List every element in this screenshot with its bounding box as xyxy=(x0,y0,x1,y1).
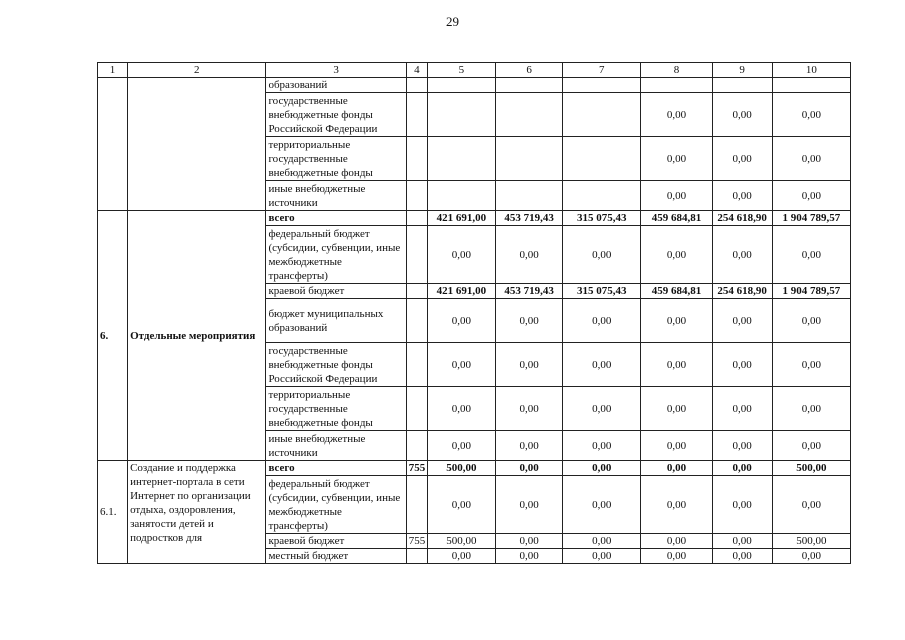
column-header: 8 xyxy=(641,63,712,78)
value-cell: 0,00 xyxy=(641,476,712,534)
value-cell: 0,00 xyxy=(772,549,850,564)
value-cell: 500,00 xyxy=(427,461,495,476)
value-cell: 0,00 xyxy=(712,343,772,387)
value-cell: 0,00 xyxy=(427,226,495,284)
funding-source: бюджет муниципальных образований xyxy=(266,299,406,343)
value-cell xyxy=(427,181,495,211)
value-cell: 0,00 xyxy=(641,181,712,211)
code-cell xyxy=(406,549,427,564)
value-cell: 0,00 xyxy=(712,534,772,549)
funding-source: местный бюджет xyxy=(266,549,406,564)
value-cell xyxy=(712,78,772,93)
funding-source: краевой бюджет xyxy=(266,284,406,299)
value-cell xyxy=(563,137,641,181)
funding-source: федеральный бюджет (субсидии, субвенции, иные межбюджетные трансферты) xyxy=(266,226,406,284)
value-cell: 0,00 xyxy=(712,431,772,461)
value-cell: 0,00 xyxy=(563,226,641,284)
funding-source: государственные внебюджетные фонды Российской Федерации xyxy=(266,93,406,137)
value-cell: 0,00 xyxy=(496,461,563,476)
header-row xyxy=(98,63,851,78)
code-cell xyxy=(406,181,427,211)
value-cell: 0,00 xyxy=(641,431,712,461)
value-cell: 1 904 789,57 xyxy=(772,284,850,299)
value-cell: 0,00 xyxy=(772,181,850,211)
value-cell: 421 691,00 xyxy=(427,211,495,226)
code-cell xyxy=(406,226,427,284)
value-cell xyxy=(641,78,712,93)
value-cell: 0,00 xyxy=(641,299,712,343)
value-cell: 0,00 xyxy=(563,299,641,343)
value-cell: 421 691,00 xyxy=(427,284,495,299)
value-cell: 500,00 xyxy=(772,534,850,549)
value-cell: 0,00 xyxy=(712,461,772,476)
value-cell: 0,00 xyxy=(641,549,712,564)
value-cell: 0,00 xyxy=(563,534,641,549)
code-cell xyxy=(406,431,427,461)
value-cell: 0,00 xyxy=(563,343,641,387)
value-cell: 0,00 xyxy=(427,343,495,387)
value-cell: 0,00 xyxy=(496,299,563,343)
value-cell: 0,00 xyxy=(427,476,495,534)
page-number: 29 xyxy=(446,14,459,29)
value-cell: 0,00 xyxy=(563,476,641,534)
value-cell: 0,00 xyxy=(496,343,563,387)
value-cell xyxy=(496,181,563,211)
value-cell: 0,00 xyxy=(772,387,850,431)
code-cell xyxy=(406,78,427,93)
value-cell: 0,00 xyxy=(712,476,772,534)
value-cell: 0,00 xyxy=(641,387,712,431)
row-number-cell xyxy=(98,78,128,211)
measure-name-cell xyxy=(128,78,266,211)
value-cell: 0,00 xyxy=(563,461,641,476)
value-cell: 0,00 xyxy=(772,343,850,387)
value-cell: 0,00 xyxy=(772,137,850,181)
value-cell: 0,00 xyxy=(772,476,850,534)
value-cell: 0,00 xyxy=(712,137,772,181)
value-cell: 315 075,43 xyxy=(563,211,641,226)
value-cell xyxy=(496,93,563,137)
value-cell: 254 618,90 xyxy=(712,284,772,299)
value-cell: 0,00 xyxy=(427,299,495,343)
column-header: 5 xyxy=(427,63,495,78)
value-cell: 500,00 xyxy=(772,461,850,476)
table-row xyxy=(98,461,851,476)
value-cell: 0,00 xyxy=(496,431,563,461)
column-header: 3 xyxy=(266,63,406,78)
value-cell xyxy=(563,78,641,93)
funding-source: государственные внебюджетные фонды Российской Федерации xyxy=(266,343,406,387)
value-cell: 0,00 xyxy=(563,431,641,461)
value-cell: 0,00 xyxy=(641,534,712,549)
section-number: 6.1. xyxy=(98,461,128,564)
column-header: 10 xyxy=(772,63,850,78)
table-body xyxy=(98,63,851,564)
value-cell: 0,00 xyxy=(712,387,772,431)
value-cell: 0,00 xyxy=(772,93,850,137)
value-cell: 315 075,43 xyxy=(563,284,641,299)
value-cell: 0,00 xyxy=(641,343,712,387)
code-cell xyxy=(406,387,427,431)
value-cell: 254 618,90 xyxy=(712,211,772,226)
value-cell: 0,00 xyxy=(641,461,712,476)
funding-source: иные внебюджетные источники xyxy=(266,181,406,211)
value-cell: 0,00 xyxy=(496,387,563,431)
section-title: Создание и поддержка интернет-портала в сети Интернет по организации отдыха, оздоровления, занятости детей и подростков для xyxy=(128,461,266,564)
code-cell xyxy=(406,284,427,299)
code-cell xyxy=(406,299,427,343)
value-cell xyxy=(427,93,495,137)
value-cell: 0,00 xyxy=(712,299,772,343)
column-header: 6 xyxy=(496,63,563,78)
value-cell: 0,00 xyxy=(712,181,772,211)
value-cell xyxy=(427,78,495,93)
value-cell: 0,00 xyxy=(427,387,495,431)
funding-source: образований xyxy=(266,78,406,93)
value-cell: 459 684,81 xyxy=(641,211,712,226)
value-cell: 0,00 xyxy=(563,387,641,431)
funding-source: всего xyxy=(266,461,406,476)
value-cell: 0,00 xyxy=(496,534,563,549)
value-cell: 0,00 xyxy=(641,137,712,181)
column-header: 9 xyxy=(712,63,772,78)
table-row xyxy=(98,211,851,226)
value-cell: 0,00 xyxy=(496,476,563,534)
column-header: 2 xyxy=(128,63,266,78)
column-header: 4 xyxy=(406,63,427,78)
value-cell: 0,00 xyxy=(712,226,772,284)
code-cell: 755 xyxy=(406,534,427,549)
funding-source: иные внебюджетные источники xyxy=(266,431,406,461)
section-number: 6. xyxy=(98,211,128,461)
value-cell: 453 719,43 xyxy=(496,284,563,299)
code-cell xyxy=(406,476,427,534)
funding-source: краевой бюджет xyxy=(266,534,406,549)
value-cell: 0,00 xyxy=(772,226,850,284)
funding-source: территориальные государственные внебюджетные фонды xyxy=(266,137,406,181)
code-cell xyxy=(406,93,427,137)
column-header: 1 xyxy=(98,63,128,78)
code-cell: 755 xyxy=(406,461,427,476)
value-cell: 0,00 xyxy=(712,549,772,564)
value-cell xyxy=(496,78,563,93)
value-cell: 0,00 xyxy=(772,299,850,343)
code-cell xyxy=(406,211,427,226)
funding-source: федеральный бюджет (субсидии, субвенции, иные межбюджетные трансферты) xyxy=(266,476,406,534)
budget-table xyxy=(97,62,851,564)
value-cell: 0,00 xyxy=(563,549,641,564)
code-cell xyxy=(406,137,427,181)
code-cell xyxy=(406,343,427,387)
table-row xyxy=(98,78,851,93)
value-cell: 453 719,43 xyxy=(496,211,563,226)
section-title: Отдельные мероприятия xyxy=(128,211,266,461)
value-cell xyxy=(563,181,641,211)
value-cell xyxy=(772,78,850,93)
value-cell: 0,00 xyxy=(712,93,772,137)
funding-source: всего xyxy=(266,211,406,226)
value-cell: 1 904 789,57 xyxy=(772,211,850,226)
value-cell xyxy=(563,93,641,137)
value-cell: 459 684,81 xyxy=(641,284,712,299)
value-cell: 0,00 xyxy=(641,226,712,284)
value-cell: 0,00 xyxy=(641,93,712,137)
value-cell xyxy=(496,137,563,181)
value-cell: 500,00 xyxy=(427,534,495,549)
value-cell: 0,00 xyxy=(772,431,850,461)
value-cell: 0,00 xyxy=(496,226,563,284)
value-cell: 0,00 xyxy=(496,549,563,564)
column-header: 7 xyxy=(563,63,641,78)
value-cell: 0,00 xyxy=(427,549,495,564)
value-cell xyxy=(427,137,495,181)
funding-source: территориальные государственные внебюджетные фонды xyxy=(266,387,406,431)
value-cell: 0,00 xyxy=(427,431,495,461)
